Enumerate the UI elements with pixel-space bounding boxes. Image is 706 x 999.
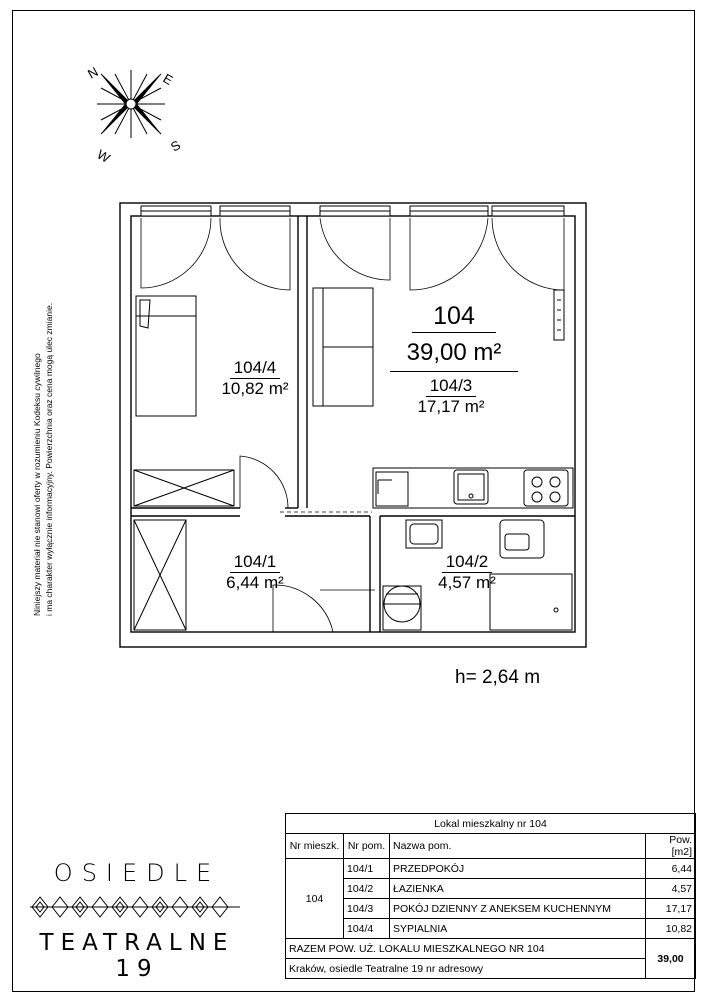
- compass-n: N: [85, 63, 101, 82]
- cell-area: 10,82: [646, 919, 696, 939]
- cell-name: ŁAZIENKA: [390, 879, 646, 899]
- compass-rose-icon: [97, 70, 165, 138]
- cell-room: 104/4: [344, 919, 390, 939]
- table-title: Lokal mieszkalny nr 104: [286, 814, 696, 834]
- room-area: 17,17 m²: [417, 397, 485, 416]
- compass-s: S: [168, 137, 184, 155]
- address: Kraków, osiedle Teatralne 19 nr adresowy: [286, 959, 646, 979]
- cell-area: 6,44: [646, 859, 696, 879]
- compass-e: E: [160, 70, 176, 88]
- unit-number: 104: [412, 300, 496, 333]
- room-label-104-2: [412, 552, 522, 593]
- disclaimer-line1: Niniejszy materiał nie stanowi oferty w rozumieniu Kodeksu cywilnego: [32, 353, 42, 616]
- ceiling-height: h= 2,64 m: [455, 667, 541, 688]
- cell-name: POKÓJ DZIENNY Z ANEKSEM KUCHENNYM: [390, 899, 646, 919]
- unit-summary: [390, 300, 518, 372]
- room-number: 104/2: [442, 552, 493, 573]
- header-name: Nazwa pom.: [390, 834, 646, 859]
- room-number: 104/1: [230, 552, 281, 573]
- cell-room: 104/3: [344, 899, 390, 919]
- room-label-104-3: [396, 376, 506, 417]
- unit-info-table: [285, 813, 696, 979]
- cell-area: 17,17: [646, 899, 696, 919]
- brand-name-top: OSIEDLE: [53, 859, 221, 887]
- total-value: 39,00: [646, 939, 696, 979]
- room-area: 6,44 m²: [226, 573, 284, 592]
- room-label-104-4: [200, 358, 310, 399]
- cell-area: 4,57: [646, 879, 696, 899]
- brand-ornament-icon: [30, 894, 242, 920]
- disclaimer: [31, 256, 55, 616]
- cell-name: PRZEDPOKÓJ: [390, 859, 646, 879]
- total-label: RAZEM POW. UŻ. LOKALU MIESZKALNEGO NR 104: [286, 939, 646, 959]
- cell-room: 104/2: [344, 879, 390, 899]
- table-row: [286, 859, 696, 879]
- room-area: 4,57 m²: [438, 573, 496, 592]
- room-number: 104/4: [230, 358, 281, 379]
- table-row: [286, 879, 696, 899]
- cell-name: SYPIALNIA: [390, 919, 646, 939]
- windows: [141, 206, 564, 216]
- brand-name-bottom: TEATRALNE 19: [39, 930, 235, 982]
- cell-unit-no: 104: [286, 859, 344, 939]
- unit-area: 39,00 m²: [390, 335, 518, 372]
- header-room: Nr pom.: [344, 834, 390, 859]
- table-row: [286, 919, 696, 939]
- header-area: Pow.[m2]: [646, 834, 696, 859]
- compass-w: W: [94, 146, 113, 166]
- table-row: [286, 899, 696, 919]
- disclaimer-line2: i ma charakter wyłącznie informacyjny. Powierzchnia oraz cena mogą ulec zmianie.: [44, 302, 54, 616]
- cell-room: 104/1: [344, 859, 390, 879]
- header-unit: Nr mieszk.: [286, 834, 344, 859]
- room-number: 104/3: [426, 376, 477, 397]
- room-label-104-1: [200, 552, 310, 593]
- room-area: 10,82 m²: [221, 379, 289, 398]
